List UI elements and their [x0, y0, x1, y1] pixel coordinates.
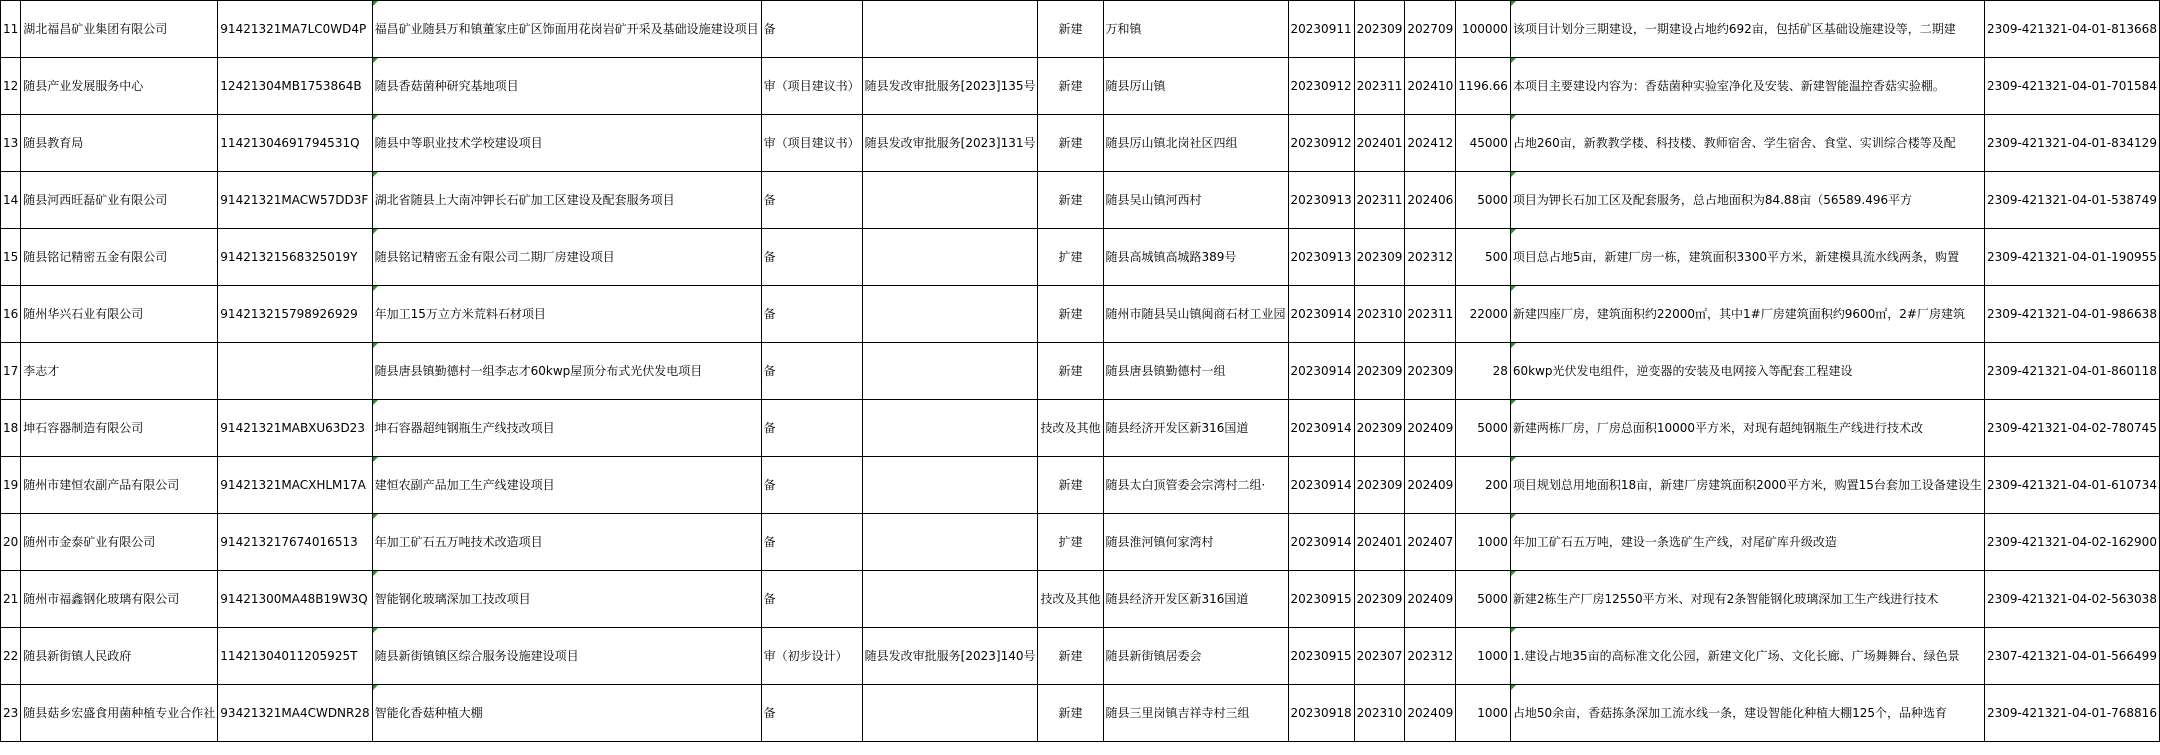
- cell-project-name[interactable]: [372, 571, 761, 628]
- table-row: [1, 172, 2160, 229]
- cell-approval-doc[interactable]: [862, 172, 1038, 229]
- cell-start[interactable]: 202311: [1354, 58, 1405, 115]
- cell-content-text: 1.建设占地35亩的高标准文化公园，新建文化广场、文化长廊、广场舞舞台、绿色景: [1512, 649, 1960, 663]
- cell-investment[interactable]: 200: [1456, 457, 1511, 514]
- cell-approval-doc[interactable]: 随县发改审批服务[2023]135号: [862, 58, 1038, 115]
- cell-content-text: 占地50余亩，香菇拣条深加工流水线一条，建设智能化种植大棚125个，品种选育: [1512, 706, 1948, 720]
- cell-nature[interactable]: 新建: [1038, 172, 1103, 229]
- cell-unit[interactable]: 坤石容器制造有限公司: [21, 400, 218, 457]
- cell-location[interactable]: [1103, 571, 1288, 628]
- cell-credit-code[interactable]: 91421321MABXU63D23: [218, 400, 372, 457]
- cell-project-name-text: 随县中等职业技术学校建设项目: [374, 136, 543, 150]
- cell-investment[interactable]: 500: [1456, 229, 1511, 286]
- cell-approval-doc[interactable]: 随县发改审批服务[2023]140号: [862, 628, 1038, 685]
- cell-start[interactable]: 202311: [1354, 172, 1405, 229]
- cell-project-name[interactable]: [372, 628, 761, 685]
- cell-credit-code[interactable]: 91421321568325019Y: [218, 229, 372, 286]
- cell-credit-code[interactable]: 91421321MACXHLM17A: [218, 457, 372, 514]
- cell-date[interactable]: 20230915: [1288, 571, 1354, 628]
- cell-start[interactable]: 202309: [1354, 457, 1405, 514]
- cell-unit[interactable]: 随州市福鑫钢化玻璃有限公司: [21, 571, 218, 628]
- cell-project-code[interactable]: 2309-421321-04-02-780745: [1984, 400, 2159, 457]
- cell-approval-type[interactable]: 备: [761, 514, 862, 571]
- cell-no[interactable]: 22: [1, 628, 21, 685]
- cell-content[interactable]: [1510, 172, 1984, 229]
- cell-content-text: 项目为钾长石加工区及配套服务，总占地面积为84.88亩（56589.496平方: [1512, 193, 1913, 207]
- cell-unit[interactable]: 随县铭记精密五金有限公司: [21, 229, 218, 286]
- cell-content[interactable]: [1510, 628, 1984, 685]
- cell-date[interactable]: 20230918: [1288, 685, 1354, 742]
- cell-project-name-text: 建恒农副产品加工生产线建设项目: [374, 478, 555, 492]
- cell-content[interactable]: [1510, 400, 1984, 457]
- cell-nature[interactable]: 扩建: [1038, 229, 1103, 286]
- cell-project-name-text: 随县香菇菌种研究基地项目: [374, 79, 519, 93]
- cell-no[interactable]: 23: [1, 685, 21, 742]
- cell-credit-code[interactable]: 914213215798926929: [218, 286, 372, 343]
- cell-end[interactable]: 202407: [1405, 514, 1456, 571]
- cell-project-code[interactable]: 2309-421321-04-01-190955: [1984, 229, 2159, 286]
- cell-content[interactable]: [1510, 1, 1984, 58]
- cell-investment[interactable]: 5000: [1456, 400, 1511, 457]
- table-row: [1, 628, 2160, 685]
- cell-unit[interactable]: 随县新街镇人民政府: [21, 628, 218, 685]
- cell-date[interactable]: 20230914: [1288, 343, 1354, 400]
- cell-end[interactable]: 202406: [1405, 172, 1456, 229]
- cell-approval-type[interactable]: 备: [761, 343, 862, 400]
- table-row: [1, 229, 2160, 286]
- cell-end[interactable]: 202409: [1405, 571, 1456, 628]
- cell-content[interactable]: [1510, 58, 1984, 115]
- cell-start[interactable]: 202401: [1354, 514, 1405, 571]
- table-row: [1, 343, 2160, 400]
- cell-end[interactable]: 202409: [1405, 457, 1456, 514]
- cell-project-name-text: 智能化香菇种植大棚: [374, 706, 483, 720]
- cell-content-text: 该项目计划分三期建设，一期建设占地约692亩，包括矿区基础设施建设等，二期建: [1512, 22, 1956, 36]
- table-row: [1, 286, 2160, 343]
- cell-investment[interactable]: 28: [1456, 343, 1511, 400]
- cell-project-name[interactable]: [372, 685, 761, 742]
- cell-unit[interactable]: 随州市金泰矿业有限公司: [21, 514, 218, 571]
- cell-approval-type[interactable]: 备: [761, 172, 862, 229]
- cell-no[interactable]: 18: [1, 400, 21, 457]
- cell-end[interactable]: 202312: [1405, 229, 1456, 286]
- cell-investment[interactable]: 22000: [1456, 286, 1511, 343]
- cell-approval-type[interactable]: 备: [761, 457, 862, 514]
- cell-nature[interactable]: 扩建: [1038, 514, 1103, 571]
- table-row: [1, 457, 2160, 514]
- cell-approval-doc[interactable]: [862, 685, 1038, 742]
- cell-nature[interactable]: 新建: [1038, 115, 1103, 172]
- cell-location[interactable]: [1103, 628, 1288, 685]
- cell-end[interactable]: 202410: [1405, 58, 1456, 115]
- cell-content[interactable]: [1510, 286, 1984, 343]
- cell-start[interactable]: 202310: [1354, 685, 1405, 742]
- cell-location-text: 随县新街镇居委会: [1105, 649, 1202, 663]
- cell-credit-code[interactable]: [218, 343, 372, 400]
- cell-location[interactable]: [1103, 286, 1288, 343]
- cell-location-text: 随县吴山镇河西村: [1105, 193, 1202, 207]
- cell-unit[interactable]: 湖北福昌矿业集团有限公司: [21, 1, 218, 58]
- cell-project-name-text: 智能钢化玻璃深加工技改项目: [374, 592, 531, 606]
- cell-unit[interactable]: 随州华兴石业有限公司: [21, 286, 218, 343]
- cell-project-code[interactable]: 2307-421321-04-01-566499: [1984, 628, 2159, 685]
- cell-date[interactable]: 20230911: [1288, 1, 1354, 58]
- cell-investment[interactable]: 1000: [1456, 685, 1511, 742]
- cell-start[interactable]: 202309: [1354, 343, 1405, 400]
- cell-location[interactable]: [1103, 685, 1288, 742]
- cell-approval-type[interactable]: 审（项目建议书）: [761, 58, 862, 115]
- cell-approval-doc[interactable]: [862, 457, 1038, 514]
- cell-content[interactable]: [1510, 571, 1984, 628]
- cell-approval-type[interactable]: 备: [761, 229, 862, 286]
- cell-credit-code[interactable]: 91421321MA7LC0WD4P: [218, 1, 372, 58]
- cell-location[interactable]: [1103, 115, 1288, 172]
- cell-content-text: 新建2栋生产厂房12550平方米、对现有2条智能钢化玻璃深加工生产线进行技术: [1512, 592, 1939, 606]
- table-row: [1, 1, 2160, 58]
- cell-nature[interactable]: 技改及其他: [1038, 400, 1103, 457]
- cell-unit[interactable]: 随州市建恒农副产品有限公司: [21, 457, 218, 514]
- cell-nature[interactable]: 新建: [1038, 457, 1103, 514]
- cell-location[interactable]: [1103, 514, 1288, 571]
- cell-no[interactable]: 20: [1, 514, 21, 571]
- cell-project-name-text: 年加工矿石五万吨技术改造项目: [374, 535, 543, 549]
- cell-content-text: 新建四座厂房，建筑面积约22000㎡，其中1#厂房建筑面积约9600㎡，2#厂房建筑: [1512, 307, 1965, 321]
- cell-project-name[interactable]: [372, 514, 761, 571]
- cell-content[interactable]: [1510, 229, 1984, 286]
- cell-content-text: 年加工矿石五万吨，建设一条选矿生产线，对尾矿库升级改造: [1512, 535, 1837, 549]
- cell-credit-code[interactable]: 12421304MB1753864B: [218, 58, 372, 115]
- cell-start[interactable]: 202309: [1354, 400, 1405, 457]
- cell-end[interactable]: 202311: [1405, 286, 1456, 343]
- cell-approval-doc[interactable]: 随县发改审批服务[2023]131号: [862, 115, 1038, 172]
- cell-location[interactable]: [1103, 229, 1288, 286]
- cell-location[interactable]: [1103, 343, 1288, 400]
- cell-date[interactable]: 20230913: [1288, 172, 1354, 229]
- cell-location-text: 万和镇: [1105, 22, 1142, 36]
- cell-project-name[interactable]: [372, 457, 761, 514]
- cell-project-name[interactable]: [372, 1, 761, 58]
- cell-date[interactable]: 20230912: [1288, 58, 1354, 115]
- cell-credit-code[interactable]: 93421321MA4CWDNR28: [218, 685, 372, 742]
- cell-nature[interactable]: 技改及其他: [1038, 571, 1103, 628]
- cell-start[interactable]: 202401: [1354, 115, 1405, 172]
- cell-nature[interactable]: 新建: [1038, 685, 1103, 742]
- cell-location-text: 随县淮河镇何家湾村: [1105, 535, 1214, 549]
- cell-approval-type[interactable]: 备: [761, 571, 862, 628]
- cell-approval-doc[interactable]: [862, 286, 1038, 343]
- cell-start[interactable]: 202307: [1354, 628, 1405, 685]
- cell-date[interactable]: 20230912: [1288, 115, 1354, 172]
- cell-approval-type[interactable]: 审（初步设计）: [761, 628, 862, 685]
- cell-investment[interactable]: 1000: [1456, 628, 1511, 685]
- cell-project-name-text: 年加工15万立方米荒料石材项目: [374, 307, 546, 321]
- cell-project-name[interactable]: [372, 172, 761, 229]
- cell-credit-code[interactable]: 91421321MACW57DD3F: [218, 172, 372, 229]
- cell-project-name[interactable]: [372, 115, 761, 172]
- table-row: [1, 514, 2160, 571]
- table-body: [1, 1, 2160, 742]
- cell-location-text: 随县经济开发区新316国道: [1105, 421, 1249, 435]
- cell-approval-doc[interactable]: [862, 400, 1038, 457]
- cell-investment[interactable]: 5000: [1456, 172, 1511, 229]
- cell-unit[interactable]: 随县产业发展服务中心: [21, 58, 218, 115]
- cell-unit[interactable]: 李志才: [21, 343, 218, 400]
- cell-location[interactable]: [1103, 457, 1288, 514]
- cell-no[interactable]: 21: [1, 571, 21, 628]
- cell-approval-type[interactable]: 备: [761, 685, 862, 742]
- cell-approval-type[interactable]: 审（项目建议书）: [761, 115, 862, 172]
- table-row: [1, 571, 2160, 628]
- cell-project-name[interactable]: [372, 400, 761, 457]
- cell-content-text: 60kwp光伏发电组件，逆变器的安装及电网接入等配套工程建设: [1512, 364, 1853, 378]
- cell-content-text: 项目规划总用地面积18亩，新建厂房建筑面积2000平方米，购置15台套加工设备建设生: [1512, 478, 1982, 492]
- cell-project-name[interactable]: [372, 343, 761, 400]
- cell-no[interactable]: 11: [1, 1, 21, 58]
- cell-no[interactable]: 15: [1, 229, 21, 286]
- cell-credit-code[interactable]: 91421300MA48B19W3Q: [218, 571, 372, 628]
- cell-start[interactable]: 202309: [1354, 571, 1405, 628]
- cell-content-text: 本项目主要建设内容为：香菇菌种实验室净化及安装、新建智能温控香菇实验棚。: [1512, 79, 1945, 93]
- cell-project-name-text: 湖北省随县上大南冲钾长石矿加工区建设及配套服务项目: [374, 193, 675, 207]
- cell-approval-type[interactable]: 备: [761, 286, 862, 343]
- cell-no[interactable]: 12: [1, 58, 21, 115]
- cell-location-text: 随县唐县镇勤德村一组: [1105, 364, 1226, 378]
- cell-project-name-text: 随县唐县镇勤德村一组李志才60kwp屋顶分布式光伏发电项目: [374, 364, 703, 378]
- cell-approval-type[interactable]: 备: [761, 1, 862, 58]
- cell-location-text: 随州市随县吴山镇闽商石材工业园: [1105, 307, 1286, 321]
- cell-location[interactable]: [1103, 1, 1288, 58]
- cell-investment[interactable]: 5000: [1456, 571, 1511, 628]
- cell-approval-doc[interactable]: [862, 1, 1038, 58]
- cell-end[interactable]: 202409: [1405, 400, 1456, 457]
- cell-end[interactable]: 202412: [1405, 115, 1456, 172]
- cell-project-code[interactable]: 2309-421321-04-01-610734: [1984, 457, 2159, 514]
- cell-no[interactable]: 17: [1, 343, 21, 400]
- cell-project-code[interactable]: 2309-421321-04-01-860118: [1984, 343, 2159, 400]
- cell-location-text: 随县经济开发区新316国道: [1105, 592, 1249, 606]
- cell-approval-doc[interactable]: [862, 343, 1038, 400]
- cell-content[interactable]: [1510, 685, 1984, 742]
- cell-credit-code[interactable]: 914213217674016513: [218, 514, 372, 571]
- cell-unit[interactable]: 随县教育局: [21, 115, 218, 172]
- cell-project-name[interactable]: [372, 286, 761, 343]
- cell-no[interactable]: 14: [1, 172, 21, 229]
- cell-project-code[interactable]: 2309-421321-04-01-538749: [1984, 172, 2159, 229]
- cell-nature[interactable]: 新建: [1038, 1, 1103, 58]
- cell-approval-doc[interactable]: [862, 229, 1038, 286]
- cell-date[interactable]: 20230914: [1288, 400, 1354, 457]
- table-row: [1, 685, 2160, 742]
- cell-end[interactable]: 202409: [1405, 685, 1456, 742]
- cell-start[interactable]: 202310: [1354, 286, 1405, 343]
- cell-location-text: 随县厉山镇北岗社区四组: [1105, 136, 1238, 150]
- cell-content[interactable]: [1510, 115, 1984, 172]
- cell-investment[interactable]: 1000: [1456, 514, 1511, 571]
- cell-location-text: 随县高城镇高城路389号: [1105, 250, 1237, 264]
- cell-credit-code[interactable]: 11421304011205925T: [218, 628, 372, 685]
- cell-end[interactable]: 202709: [1405, 1, 1456, 58]
- cell-project-name-text: 坤石容器超纯钢瓶生产线技改项目: [374, 421, 555, 435]
- cell-content-text: 占地260亩，新教教学楼、科技楼、教师宿舍、学生宿舍、食堂、实训综合楼等及配: [1512, 136, 1956, 150]
- cell-date[interactable]: 20230913: [1288, 229, 1354, 286]
- cell-credit-code[interactable]: 11421304691794531Q: [218, 115, 372, 172]
- cell-location-text: 随县厉山镇: [1105, 79, 1166, 93]
- cell-project-code[interactable]: 2309-421321-04-02-162900: [1984, 514, 2159, 571]
- cell-content[interactable]: [1510, 457, 1984, 514]
- cell-content-text: 项目总占地5亩，新建厂房一栋，建筑面积3300平方米，新建模具流水线两条，购置: [1512, 250, 1960, 264]
- cell-content-text: 新建两栋厂房，厂房总面积10000平方米，对现有超纯钢瓶生产线进行技术改: [1512, 421, 1924, 435]
- cell-location-text: 随县太白顶管委会宗湾村二组·: [1105, 478, 1266, 492]
- cell-start[interactable]: 202309: [1354, 229, 1405, 286]
- cell-project-code[interactable]: 2309-421321-04-01-701584: [1984, 58, 2159, 115]
- cell-no[interactable]: 16: [1, 286, 21, 343]
- cell-project-code[interactable]: 2309-421321-04-01-834129: [1984, 115, 2159, 172]
- table-row: [1, 58, 2160, 115]
- cell-date[interactable]: 20230914: [1288, 286, 1354, 343]
- cell-nature[interactable]: 新建: [1038, 58, 1103, 115]
- cell-nature[interactable]: 新建: [1038, 628, 1103, 685]
- cell-location[interactable]: [1103, 58, 1288, 115]
- cell-content[interactable]: [1510, 514, 1984, 571]
- cell-project-code[interactable]: 2309-421321-04-02-563038: [1984, 571, 2159, 628]
- cell-date[interactable]: 20230915: [1288, 628, 1354, 685]
- cell-project-code[interactable]: 2309-421321-04-01-813668: [1984, 1, 2159, 58]
- cell-project-name-text: 随县铭记精密五金有限公司二期厂房建设项目: [374, 250, 615, 264]
- table-row: [1, 400, 2160, 457]
- cell-project-name[interactable]: [372, 58, 761, 115]
- cell-approval-type[interactable]: 备: [761, 400, 862, 457]
- cell-project-name-text: 随县新街镇镇区综合服务设施建设项目: [374, 649, 579, 663]
- cell-investment[interactable]: 45000: [1456, 115, 1511, 172]
- cell-content[interactable]: [1510, 343, 1984, 400]
- cell-end[interactable]: 202309: [1405, 343, 1456, 400]
- cell-approval-doc[interactable]: [862, 514, 1038, 571]
- cell-location[interactable]: [1103, 172, 1288, 229]
- cell-approval-doc[interactable]: [862, 571, 1038, 628]
- cell-no[interactable]: 19: [1, 457, 21, 514]
- cell-nature[interactable]: 新建: [1038, 343, 1103, 400]
- cell-project-name[interactable]: [372, 229, 761, 286]
- cell-date[interactable]: 20230914: [1288, 457, 1354, 514]
- cell-unit[interactable]: 随县菇乡宏盛食用菌种植专业合作社: [21, 685, 218, 742]
- cell-date[interactable]: 20230914: [1288, 514, 1354, 571]
- cell-project-code[interactable]: 2309-421321-04-01-768816: [1984, 685, 2159, 742]
- table-row: [1, 115, 2160, 172]
- cell-location-text: 随县三里岗镇吉祥寺村三组: [1105, 706, 1250, 720]
- cell-start[interactable]: 202309: [1354, 1, 1405, 58]
- cell-investment[interactable]: 100000: [1456, 1, 1511, 58]
- cell-project-code[interactable]: 2309-421321-04-01-986638: [1984, 286, 2159, 343]
- cell-investment[interactable]: 1196.66: [1456, 58, 1511, 115]
- cell-no[interactable]: 13: [1, 115, 21, 172]
- cell-nature[interactable]: 新建: [1038, 286, 1103, 343]
- cell-project-name-text: 福昌矿业随县万和镇董家庄矿区饰面用花岗岩矿开采及基础设施建设项目: [374, 22, 759, 36]
- cell-unit[interactable]: 随县河西旺磊矿业有限公司: [21, 172, 218, 229]
- cell-location[interactable]: [1103, 400, 1288, 457]
- cell-end[interactable]: 202312: [1405, 628, 1456, 685]
